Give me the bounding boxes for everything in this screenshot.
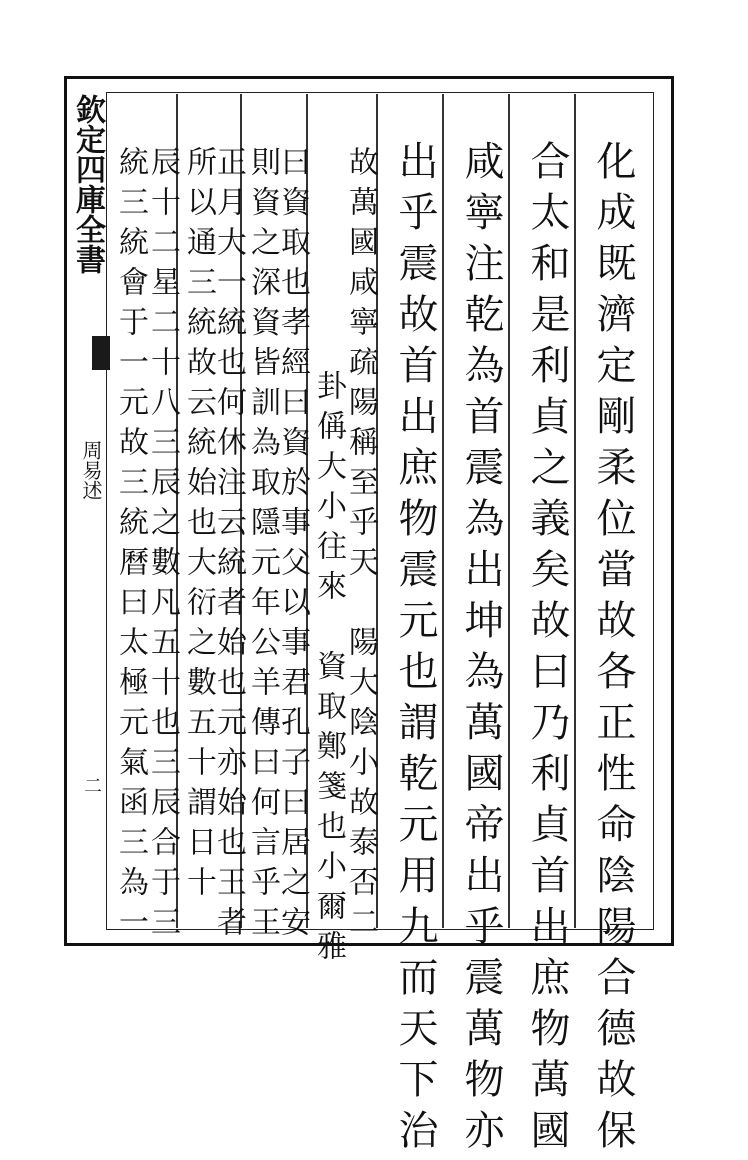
- column-rule: [508, 94, 510, 928]
- text-column-2: 合太和是利貞之義矣故曰乃利貞首出庶物萬國: [524, 140, 570, 1160]
- text-column-4: 出乎震故首出庶物震元也謂乾元用九而天下治: [392, 140, 438, 1160]
- text-column-6: 卦偁大小往來 資取鄭箋也小爾雅: [311, 370, 346, 970]
- text-column-11: 辰十二星二十八三辰之數凡五十也三辰合于三: [145, 146, 180, 946]
- column-rule: [574, 94, 576, 928]
- text-column-7: 曰資取也孝經曰資於事父以事君孔子曰居之安: [275, 146, 310, 946]
- text-column-12: 統三統會于一元故三統曆曰太極元氣函三為一: [113, 146, 148, 946]
- page-number: 二: [81, 776, 102, 794]
- text-column-9: 正月大一統也何休注云統者始也元亦始也王者: [211, 146, 246, 946]
- book-title: 欽定四庫全書: [70, 94, 105, 274]
- chapter-title: 周易述: [79, 440, 103, 500]
- column-rule: [442, 94, 444, 928]
- text-column-3: 咸寧注乾為首震為出坤為萬國帝出乎震萬物亦: [458, 140, 504, 1160]
- margin-strip: [70, 82, 104, 942]
- text-column-5: 故萬國咸寧疏陽稱至乎天 陽大陰小故泰否二: [343, 146, 378, 946]
- text-column-8: 則資之深資皆訓為取隱元年公羊傳曰何言乎王: [245, 146, 280, 946]
- fish-tail-mark: [92, 336, 110, 370]
- text-column-1: 化成既濟定剛柔位當故各正性命陰陽合德故保: [590, 140, 636, 1160]
- text-column-10: 所以通三統故云統始也大衍之數五十謂日十: [181, 146, 216, 906]
